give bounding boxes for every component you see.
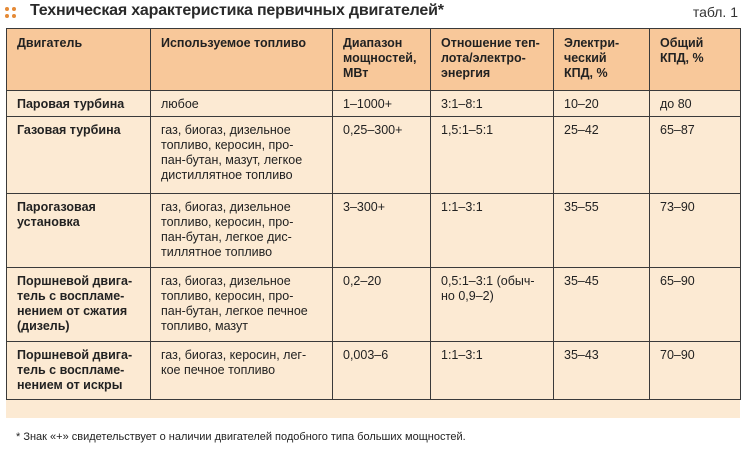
table-header-row (7, 29, 741, 91)
column-header-heat-electricity-ratio: Отношение теп- лота/электро- энергия (431, 29, 554, 91)
column-header-fuel: Используемое топливо (151, 29, 333, 91)
power-range-cell: 0,25–300+ (333, 117, 431, 194)
ratio-cell: 3:1–8:1 (431, 91, 554, 117)
column-header-engine: Двигатель (7, 29, 151, 91)
table-row (7, 342, 741, 400)
electrical-efficiency-cell: 10–20 (554, 91, 650, 117)
total-efficiency-cell: 73–90 (650, 194, 741, 268)
engine-name-cell: Поршневой двига- тель с воспламе- нением от сжатия (дизель) (7, 268, 151, 342)
table-number: табл. 1 (692, 4, 738, 20)
footnote: * Знак «+» свидетельствует о наличии двигателей подобного типа больших мощностей. (16, 431, 466, 443)
table-header (0, 0, 746, 26)
fuel-cell: любое (151, 91, 333, 117)
engine-name-cell: Газовая турбина (7, 117, 151, 194)
column-header-total-efficiency: Общий КПД, % (650, 29, 741, 91)
power-range-cell: 1–1000+ (333, 91, 431, 117)
fuel-cell: газ, биогаз, керосин, лег- кое печное топливо (151, 342, 333, 400)
ratio-cell: 1:1–3:1 (431, 342, 554, 400)
dots-icon (5, 7, 17, 19)
electrical-efficiency-cell: 35–55 (554, 194, 650, 268)
spec-table-container (6, 28, 740, 418)
fuel-cell: газ, биогаз, дизельное топливо, керосин, про- пан-бутан, легкое печное топливо, мазут (151, 268, 333, 342)
fuel-cell: газ, биогаз, дизельное топливо, керосин, про- пан-бутан, мазут, легкое дистиллятное топливо (151, 117, 333, 194)
table-row (7, 91, 741, 117)
engine-name-cell: Парогазовая установка (7, 194, 151, 268)
fuel-cell: газ, биогаз, дизельное топливо, керосин, про- пан-бутан, легкое дис- тиллятное топливо (151, 194, 333, 268)
power-range-cell: 3–300+ (333, 194, 431, 268)
electrical-efficiency-cell: 35–45 (554, 268, 650, 342)
electrical-efficiency-cell: 25–42 (554, 117, 650, 194)
column-header-power-range: Диапазон мощностей, МВт (333, 29, 431, 91)
spec-table (6, 28, 741, 400)
column-header-electrical-efficiency: Электри- ческий КПД, % (554, 29, 650, 91)
ratio-cell: 0,5:1–3:1 (обыч- но 0,9–2) (431, 268, 554, 342)
total-efficiency-cell: 65–87 (650, 117, 741, 194)
ratio-cell: 1:1–3:1 (431, 194, 554, 268)
table-row (7, 117, 741, 194)
electrical-efficiency-cell: 35–43 (554, 342, 650, 400)
ratio-cell: 1,5:1–5:1 (431, 117, 554, 194)
engine-name-cell: Паровая турбина (7, 91, 151, 117)
total-efficiency-cell: 70–90 (650, 342, 741, 400)
table-row (7, 268, 741, 342)
total-efficiency-cell: до 80 (650, 91, 741, 117)
engine-name-cell: Поршневой двига- тель с воспламе- нением от искры (7, 342, 151, 400)
page-title: Техническая характеристика первичных двигателей* (30, 2, 444, 19)
table-row (7, 194, 741, 268)
total-efficiency-cell: 65–90 (650, 268, 741, 342)
power-range-cell: 0,2–20 (333, 268, 431, 342)
power-range-cell: 0,003–6 (333, 342, 431, 400)
